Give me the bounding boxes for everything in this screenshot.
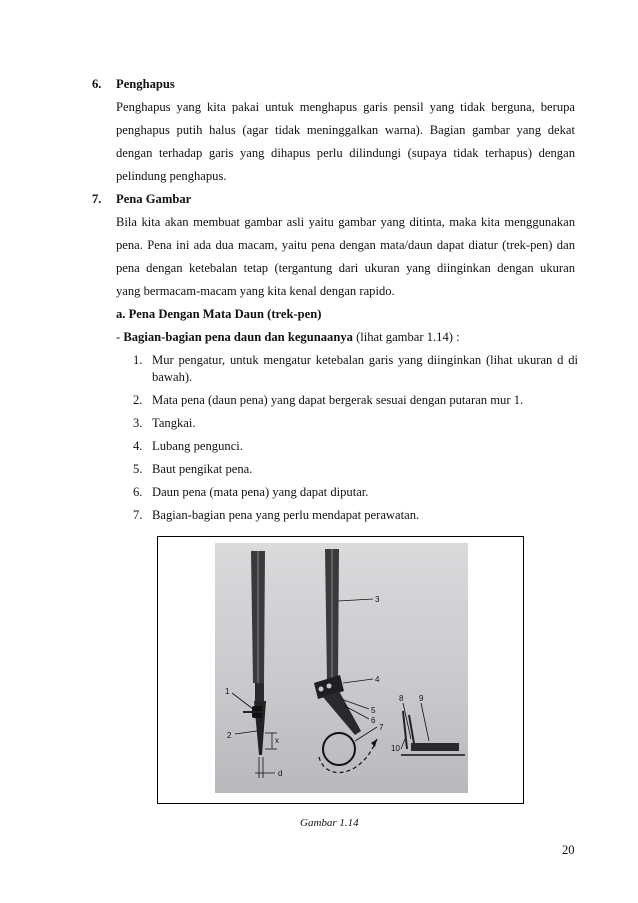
leader-line-4 [343,679,373,683]
section-7-number: 7. [92,192,102,206]
figure-label: 6 [371,716,376,725]
leader-line-10 [401,739,405,749]
list-item: Tangkai. [152,416,196,430]
list-number: 4. [133,439,143,453]
list-number: 1. [133,353,143,367]
figure-label: 4 [375,675,380,684]
figure-label: 10 [391,744,400,753]
blade-rotation-circle [323,733,355,765]
list-number: 3. [133,416,143,430]
rotation-arc [319,739,377,773]
list-item-cont: bawah). [152,370,193,384]
section-7-line: pena dengan ketebalan tetap (tergantung dari ukuran yang diinginkan dengan ukuran [116,261,575,275]
subsection-a-heading: a. Pena Dengan Mata Daun (trek-pen) [116,307,322,321]
section-7-line: pena. Pena ini ada dua macam, yaitu pena dengan mata/daun dapat diatur (trek-pen) dan [116,238,575,252]
section-6-line: pelindung penghapus. [116,169,227,183]
figure-label: 8 [399,694,404,703]
right-pen-hole [319,687,324,692]
list-item: Mata pena (daun pena) yang dapat bergerak sesuai dengan putaran mur 1. [152,393,524,407]
list-number: 2. [133,393,143,407]
parts-prefix: - [116,330,124,344]
right-pen-hole [327,684,332,689]
figure-label: 1 [225,687,230,696]
detail-ruler [411,743,459,751]
figure-label: 7 [379,723,384,732]
section-7-line: Bila kita akan membuat gambar asli yaitu gambar yang ditinta, maka kita menggunakan [116,215,575,229]
parts-intro [116,329,460,345]
right-pen-blades [323,691,361,735]
section-6-line: Penghapus yang kita pakai untuk menghapus garis pensil yang tidak berguna, berupa [116,100,575,114]
list-number: 5. [133,462,143,476]
ruling-pen-illustration [215,543,468,793]
figure-label: x [275,736,279,745]
section-6-line: penghapus putih halus (agar tidak meninggalkan warna). Bagian gambar yang dekat [116,123,575,137]
figure-label: 9 [419,694,424,703]
figure-label: 2 [227,731,232,740]
section-7-line: yang bermacam-macam yang kita kenal dengan rapido. [116,284,395,298]
section-6-title: Penghapus [116,77,175,91]
list-item: Bagian-bagian pena yang perlu mendapat perawatan. [152,508,420,522]
parts-rest: (lihat gambar 1.14) : [352,330,460,344]
section-7-title: Pena Gambar [116,192,192,206]
section-6-number: 6. [92,77,102,91]
leader-line-2 [235,731,257,734]
section-6-line: dengan terhadap garis yang dihapus perlu dilindungi (supaya tidak terhapus) dengan [116,146,575,160]
figure-label: d [278,769,283,778]
left-pen-ferrule [255,683,264,701]
leader-line-1 [232,693,253,709]
parts-bold: Bagian-bagian pena daun dan kegunaanya [123,330,353,344]
figure-label: 3 [375,595,380,604]
figure-label: 5 [371,706,376,715]
list-item: Daun pena (mata pena) yang dapat diputar. [152,485,369,499]
page-number: 20 [562,843,575,857]
leader-line-9 [421,703,429,741]
leader-line-3 [338,599,373,601]
figure-caption: Gambar 1.14 [300,817,359,829]
list-item: Baut pengikat pena. [152,462,253,476]
list-item: Lubang pengunci. [152,439,243,453]
rotation-arrow [371,739,377,747]
figure-photo [215,543,468,793]
list-number: 6. [133,485,143,499]
list-item: Mur pengatur, untuk mengatur ketebalan garis yang diinginkan (lihat ukuran d di [152,353,578,367]
list-number: 7. [133,508,143,522]
